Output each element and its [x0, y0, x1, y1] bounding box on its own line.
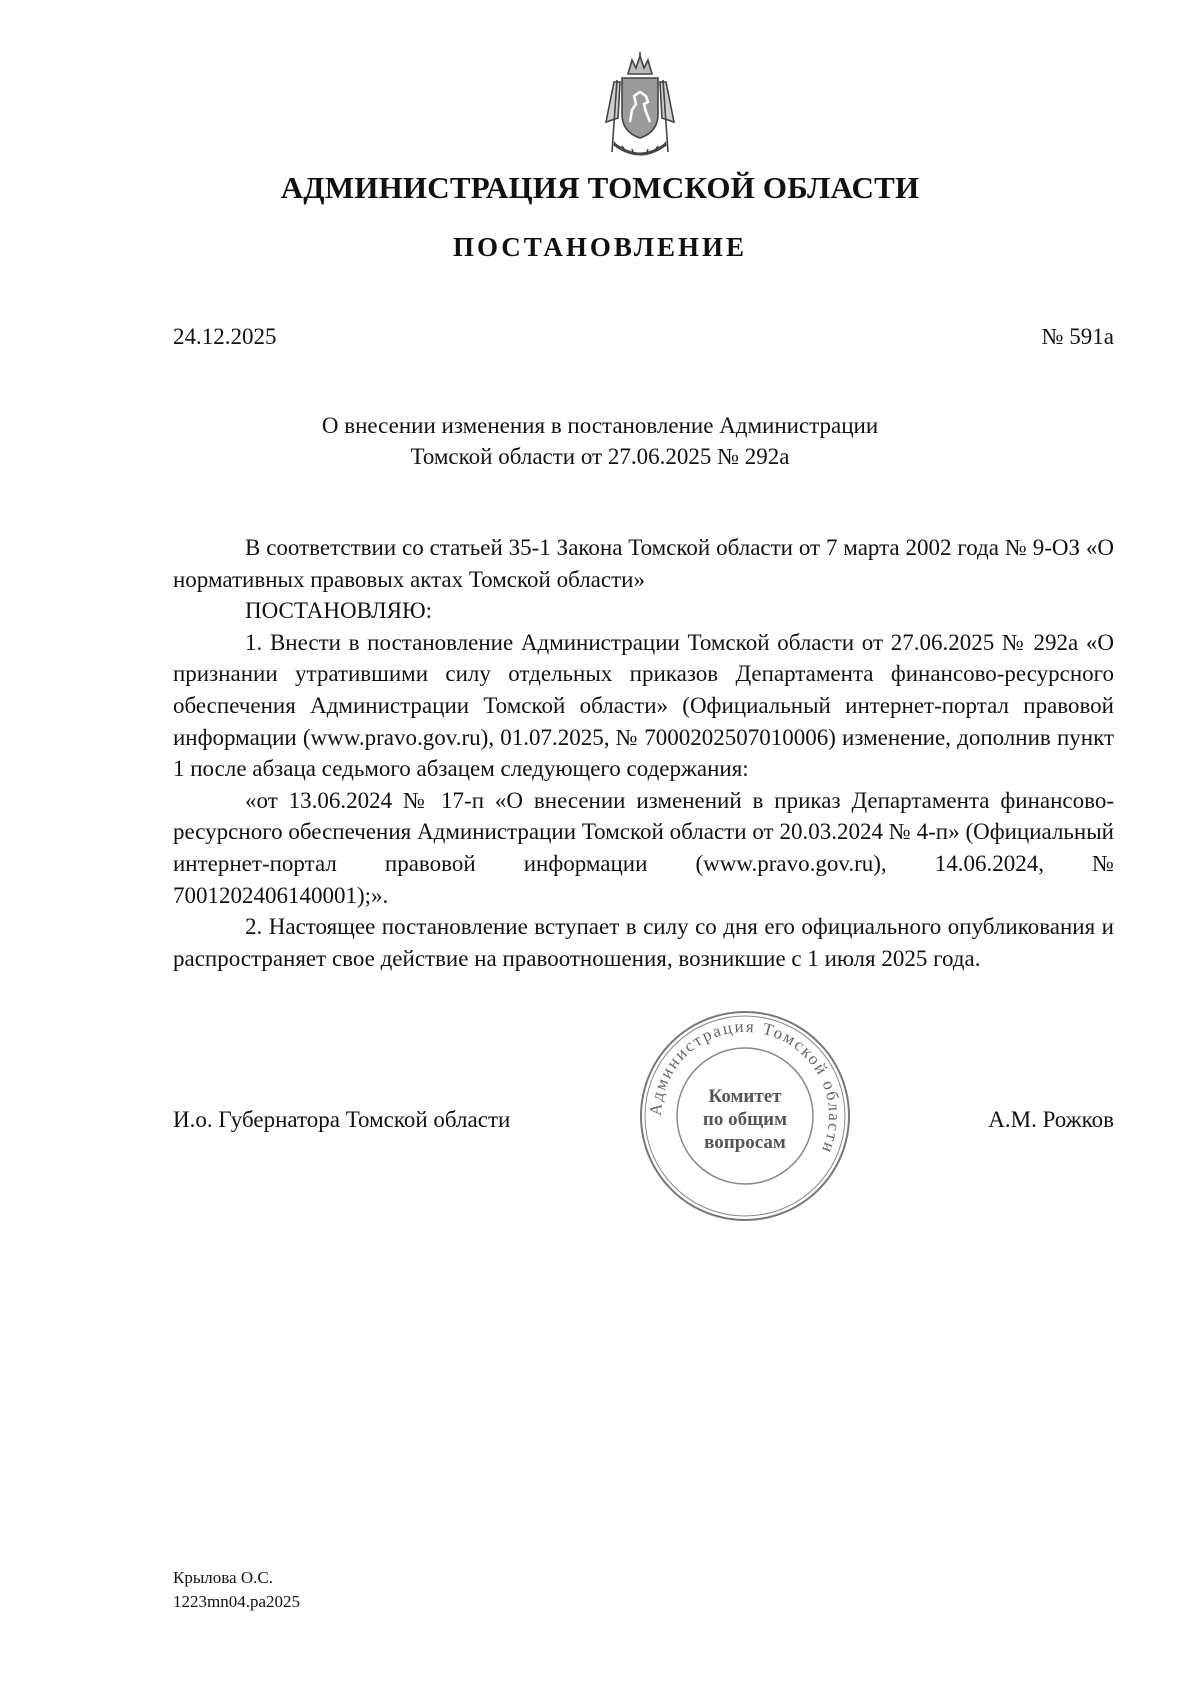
file-code: 1223mn04.pa2025 [173, 1592, 301, 1611]
document-number: № 591а [1041, 324, 1114, 349]
document-body [173, 532, 1114, 974]
document-date: 24.12.2025 [173, 324, 277, 349]
item-1-quote-paragraph: «от 13.06.2024 № 17-п «О внесении изменений в приказ Департамента финансово-ресурсного обеспечения Администрации Томской области от 20.03.2024 № 4-п» (Официальный интернет-портал правовой информации (www.pravo.gov.ru), 14.06.2024, № 7001202406140001);». [173, 787, 1114, 908]
organization-title: АДМИНИСТРАЦИЯ ТОМСКОЙ ОБЛАСТИ [280, 170, 920, 205]
item-1-paragraph: 1. Внести в постановление Администрации Томской области от 27.06.2025 № 292а «О признании утратившими силу отдельных приказов Департамента финансово-ресурсного обеспечения Администрации Томской области» (Официальный интернет-портал правовой информации (www.pravo.gov.ru), 01.07.2025, № 7000202507010006) изменение, дополнив пункт 1 после абзаца седьмого абзацем следующего содержания: [173, 629, 1114, 782]
coat-of-arms-icon [584, 52, 696, 164]
stamp-center-line-1: Комитет [708, 1086, 782, 1107]
document-type: ПОСТАНОВЛЕНИЕ [452, 232, 748, 262]
stamp-center-line-2: по общим [702, 1109, 788, 1130]
document-subject [200, 410, 1000, 472]
subject-line-2: Томской области от 27.06.2025 № 292а [410, 444, 790, 469]
preamble-paragraph: В соответствии со статьей 35-1 Закона Томской области от 7 марта 2002 года № 9-ОЗ «О нормативных правовых актах Томской области» [173, 535, 1114, 592]
stamp-center-line-3: вопросам [704, 1132, 786, 1153]
subject-line-1: О внесении изменения в постановление Администрации [321, 413, 879, 438]
executor-name: Крылова О.С. [173, 1568, 273, 1587]
item-2-paragraph: 2. Настоящее постановление вступает в силу со дня его официального опубликования и распространяет свое действие на правоотношения, возникшие с 1 июля 2025 года. [173, 914, 1114, 971]
official-stamp [637, 1008, 853, 1224]
signatory-role: И.о. Губернатора Томской области [173, 1107, 511, 1132]
decree-word: ПОСТАНОВЛЯЮ: [245, 598, 433, 624]
stamp-ring-text: Администрация Томской области [645, 1016, 845, 1158]
signatory-name: А.М. Рожков [988, 1107, 1114, 1132]
